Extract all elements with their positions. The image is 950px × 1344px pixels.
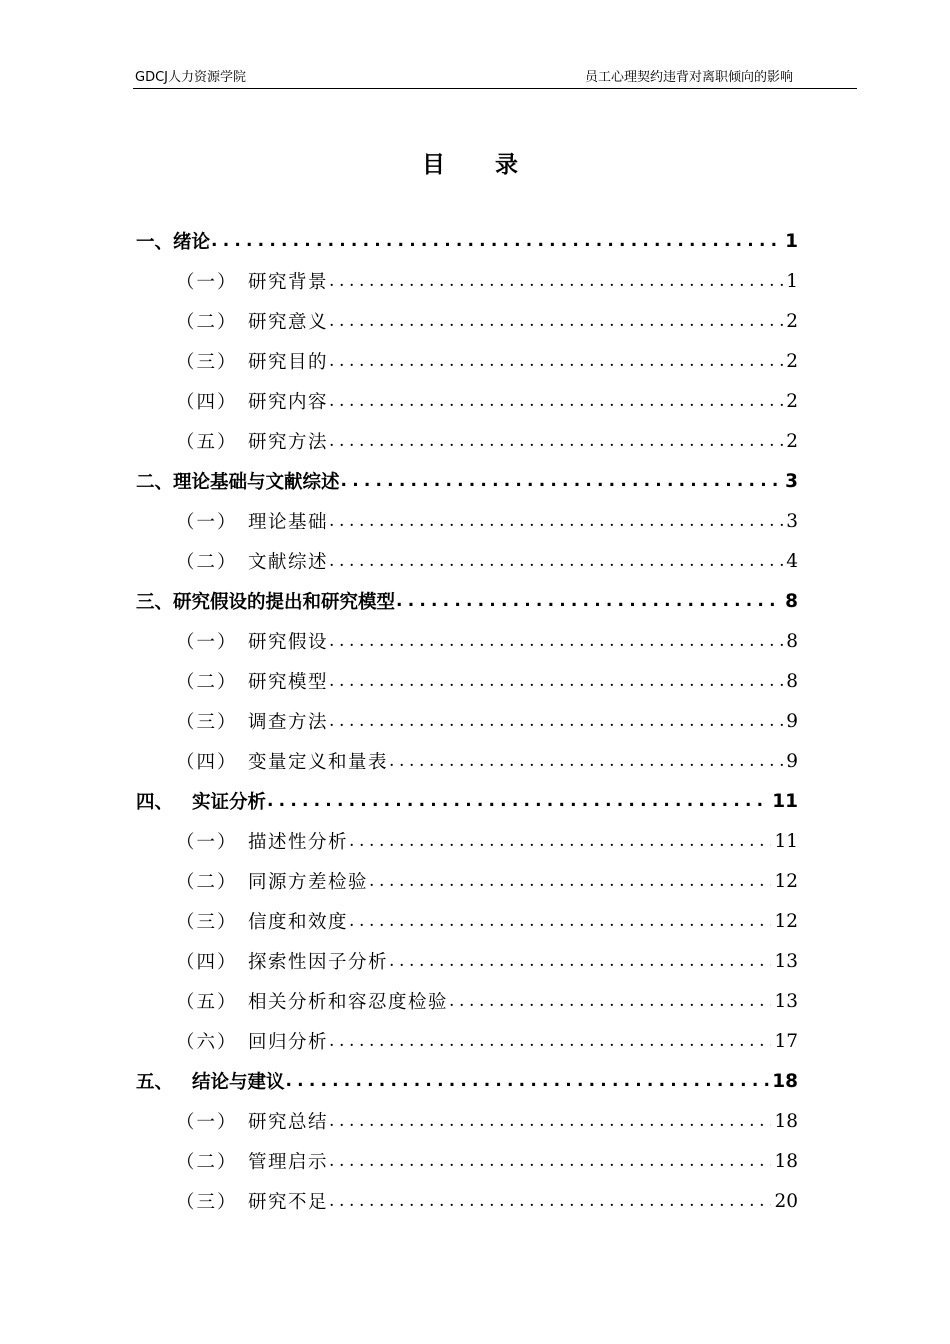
toc-entry-number: （一） <box>176 512 238 533</box>
toc-page-number: 1 <box>786 270 798 292</box>
toc-entry-number: （四） <box>176 392 238 413</box>
toc-dot-leader <box>349 911 771 931</box>
toc-chapter-entry[interactable] <box>136 221 798 261</box>
toc-title: 目录 <box>422 152 568 178</box>
toc-dot-leader <box>389 751 783 771</box>
toc-section-entry[interactable] <box>136 421 798 461</box>
toc-dot-leader <box>341 471 783 491</box>
toc-page-number: 8 <box>785 590 798 612</box>
toc-section-entry[interactable] <box>136 1141 798 1181</box>
toc-dot-leader <box>389 951 771 971</box>
toc-entry-number: （一） <box>176 1112 238 1133</box>
toc-page-number: 2 <box>786 310 798 332</box>
toc-entry-number: 四、 <box>136 792 174 813</box>
toc-entry-title: 研究不足 <box>248 1192 329 1213</box>
toc-dot-leader <box>396 591 782 611</box>
toc-chapter-entry[interactable] <box>136 1061 798 1101</box>
toc-dot-leader <box>329 671 783 691</box>
toc-section-entry[interactable] <box>136 381 798 421</box>
toc-entry-title: 结论与建议 <box>192 1072 285 1093</box>
toc-page-number: 8 <box>786 630 798 652</box>
toc-section-entry[interactable] <box>136 541 798 581</box>
toc-chapter-entry[interactable] <box>136 781 798 821</box>
toc-section-entry[interactable] <box>136 981 798 1021</box>
toc-entry-title: 研究内容 <box>248 392 329 413</box>
toc-page-number: 18 <box>774 1150 798 1172</box>
toc-dot-leader <box>349 831 771 851</box>
toc-entry-title: 研究意义 <box>248 312 329 333</box>
toc-dot-leader <box>329 1151 771 1171</box>
toc-dot-leader <box>211 231 782 251</box>
toc-section-entry[interactable] <box>136 501 798 541</box>
toc-entry-number: 二、 <box>136 472 174 493</box>
toc-entry-number: （一） <box>176 632 238 653</box>
toc-dot-leader <box>329 511 783 531</box>
toc-entry-title: 回归分析 <box>248 1032 329 1053</box>
toc-chapter-entry[interactable] <box>136 461 798 501</box>
toc-section-entry[interactable] <box>136 341 798 381</box>
toc-entry-number: 五、 <box>136 1072 174 1093</box>
toc-entry-number: 一、 <box>136 232 174 253</box>
toc-entry-number: （二） <box>176 872 238 893</box>
toc-page-number: 17 <box>774 1030 798 1052</box>
toc-section-entry[interactable] <box>136 261 798 301</box>
toc-page-number: 11 <box>774 830 798 852</box>
toc-dot-leader <box>369 871 771 891</box>
toc-entry-title: 理论基础与文献综述 <box>173 472 340 493</box>
toc-page-number: 9 <box>786 710 798 732</box>
header-right-text: 员工心理契约违背对离职倾向的影响 <box>584 70 793 85</box>
toc-dot-leader <box>329 431 783 451</box>
toc-entry-title: 研究总结 <box>248 1112 329 1133</box>
toc-dot-leader <box>329 711 783 731</box>
page-header <box>133 70 857 89</box>
toc-dot-leader <box>329 1191 771 1211</box>
toc-page-number: 18 <box>774 1110 798 1132</box>
toc-entry-number: （五） <box>176 992 238 1013</box>
toc-entry-number: （三） <box>176 712 238 733</box>
toc-entry-title: 信度和效度 <box>248 912 349 933</box>
toc-section-entry[interactable] <box>136 621 798 661</box>
toc-section-entry[interactable] <box>136 741 798 781</box>
toc-entry-title: 管理启示 <box>248 1152 329 1173</box>
toc-entry-number: （二） <box>176 552 238 573</box>
toc-section-entry[interactable] <box>136 301 798 341</box>
toc-page-number: 12 <box>774 910 798 932</box>
toc-dot-leader <box>329 551 783 571</box>
toc-entry-title: 调查方法 <box>248 712 329 733</box>
toc-dot-leader <box>329 1031 771 1051</box>
toc-entry-number: 三、 <box>136 592 174 613</box>
toc-entry-title: 研究假设的提出和研究模型 <box>173 592 396 613</box>
toc-entry-title: 研究目的 <box>248 352 329 373</box>
toc-page-number: 3 <box>785 470 798 492</box>
toc-entry-number: （四） <box>176 752 238 773</box>
toc-dot-leader <box>329 631 783 651</box>
toc-entry-title: 相关分析和容忍度检验 <box>248 992 449 1013</box>
toc-page-number: 8 <box>786 670 798 692</box>
toc-page-number: 4 <box>786 550 798 572</box>
toc-entry-title: 探索性因子分析 <box>248 952 389 973</box>
header-left-text: GDCJ人力资源学院 <box>135 70 246 85</box>
toc-page-number: 1 <box>785 230 798 252</box>
toc-entry-number: （四） <box>176 952 238 973</box>
toc-section-entry[interactable] <box>136 901 798 941</box>
toc-entry-number: （五） <box>176 432 238 453</box>
toc-entry-number: （一） <box>176 832 238 853</box>
toc-entry-number: （三） <box>176 1192 238 1213</box>
toc-entry-number: （一） <box>176 272 238 293</box>
toc-entry-number: （二） <box>176 672 238 693</box>
toc-entry-title: 研究模型 <box>248 672 329 693</box>
toc-chapter-entry[interactable] <box>136 581 798 621</box>
toc-page-number: 12 <box>774 870 798 892</box>
toc-entry-number: （三） <box>176 352 238 373</box>
toc-section-entry[interactable] <box>136 861 798 901</box>
toc-dot-leader <box>329 1111 771 1131</box>
toc-entry-number: （六） <box>176 1032 238 1053</box>
toc-page-number: 2 <box>786 430 798 452</box>
toc-section-entry[interactable] <box>136 701 798 741</box>
toc-page-number: 9 <box>786 750 798 772</box>
toc-entry-title: 变量定义和量表 <box>248 752 389 773</box>
toc-page-number: 20 <box>774 1190 798 1212</box>
toc-page-number: 18 <box>772 1070 798 1092</box>
toc-entry-title: 文献综述 <box>248 552 329 573</box>
toc-entry-title: 实证分析 <box>192 792 267 813</box>
toc-dot-leader <box>267 791 769 811</box>
toc-section-entry[interactable] <box>136 1021 798 1061</box>
toc-entry-title: 同源方差检验 <box>248 872 369 893</box>
toc-page-number: 13 <box>774 990 798 1012</box>
toc-dot-leader <box>329 311 783 331</box>
toc-section-entry[interactable] <box>136 661 798 701</box>
toc-dot-leader <box>286 1071 770 1091</box>
toc-section-entry[interactable] <box>136 941 798 981</box>
toc-entry-title: 研究假设 <box>248 632 329 653</box>
toc-section-entry[interactable] <box>136 1101 798 1141</box>
toc-dot-leader <box>449 991 771 1011</box>
toc-page-number: 13 <box>774 950 798 972</box>
toc-entry-title: 研究背景 <box>248 272 329 293</box>
toc-page-number: 11 <box>772 790 798 812</box>
toc-dot-leader <box>329 391 783 411</box>
toc-page-number: 2 <box>786 350 798 372</box>
toc-entry-title: 研究方法 <box>248 432 329 453</box>
toc-entry-title: 绪论 <box>173 232 211 253</box>
table-of-contents <box>136 221 798 1221</box>
toc-section-entry[interactable] <box>136 1181 798 1221</box>
toc-entry-title: 理论基础 <box>248 512 329 533</box>
toc-entry-number: （三） <box>176 912 238 933</box>
toc-entry-title: 描述性分析 <box>248 832 349 853</box>
toc-section-entry[interactable] <box>136 821 798 861</box>
toc-entry-number: （二） <box>176 312 238 333</box>
toc-entry-number: （二） <box>176 1152 238 1173</box>
toc-page-number: 3 <box>786 510 798 532</box>
toc-dot-leader <box>329 351 783 371</box>
toc-dot-leader <box>329 271 783 291</box>
toc-page-number: 2 <box>786 390 798 412</box>
